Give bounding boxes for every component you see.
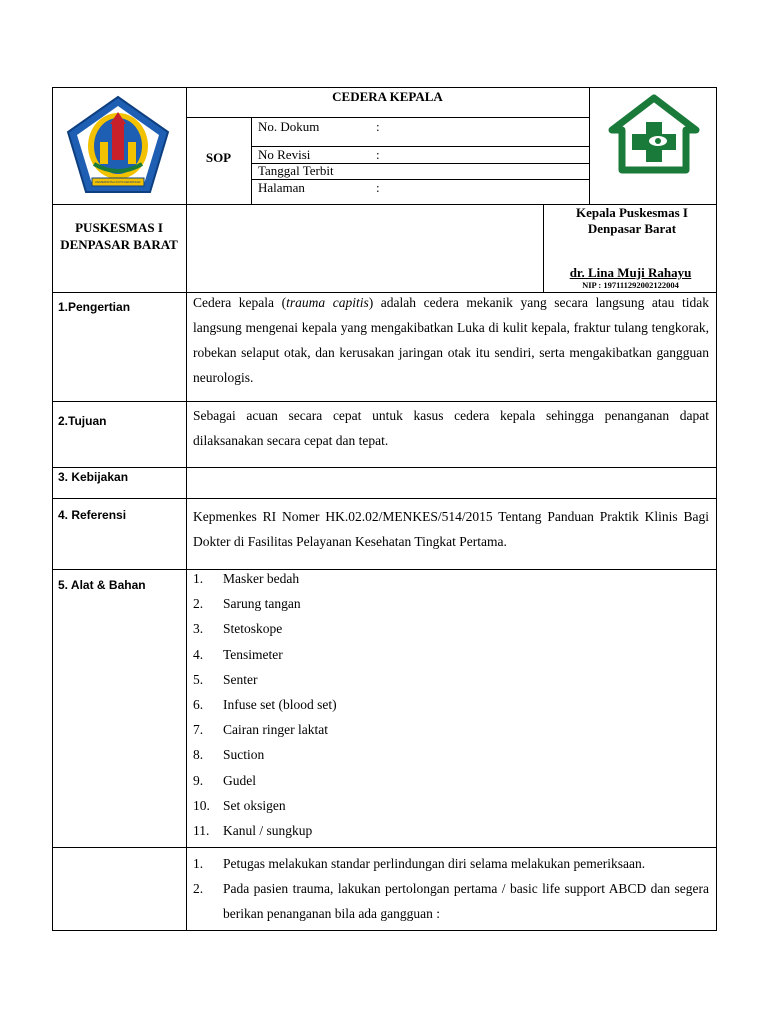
tujuan-text: Sebagai acuan secara cepat untuk kasus cedera kepala sehingga penanganan dapat dilaksanakan secara cepat dan tepat. [193, 408, 709, 448]
alat-bahan-list [193, 566, 709, 843]
list-item-number: 3. [193, 621, 204, 637]
list-item-number: 7. [193, 722, 204, 738]
field-sep: : [376, 147, 380, 162]
list-item [193, 642, 709, 667]
label-kebijakan: 3. Kebijakan [58, 470, 129, 484]
list-item [193, 591, 709, 616]
field-halaman [258, 180, 583, 196]
list-item-number: 2. [193, 596, 204, 612]
list-item-text: Infuse set (blood set) [223, 697, 337, 713]
row-line-5 [52, 847, 717, 848]
org-name: PUSKESMAS I DENPASAR BARAT [60, 220, 178, 252]
field-tanggal-terbit [258, 163, 583, 179]
row-line-1 [52, 401, 717, 402]
puskesmas-logo [608, 94, 700, 174]
table-border-bottom [52, 930, 717, 931]
label-tujuan: 2.Tujuan [58, 414, 107, 428]
label-pengertian: 1.Pengertian [58, 300, 131, 314]
pengertian-text [193, 290, 709, 390]
signer-nip: NIP : 197111292002122004 [582, 280, 679, 290]
field-label: Tanggal Terbit [258, 163, 334, 178]
label-alat-bahan: 5. Alat & Bahan [58, 578, 146, 592]
pengertian-text-end: ) adalah cedera mekanik yang secara langsung atau tidak langsung mengenai kepala yang mengakibatkan Luka di kulit kepala, fraktur tulang tengkorak, robekan selaput otak, dan kerusakan jaringan otak itu sendiri, serta mengakibatkan gangguan neurologis. [193, 295, 709, 385]
list-item [193, 851, 709, 876]
list-item-text: Pada pasien trauma, lakukan pertolongan pertama / basic life support ABCD dan segera berikan penanganan bila ada gangguan : [223, 881, 709, 922]
field-label: No. Dokum [258, 119, 320, 134]
list-item [193, 768, 709, 793]
list-item [193, 566, 709, 591]
list-item-text: Cairan ringer laktat [223, 722, 328, 738]
table-border-left [52, 87, 53, 931]
signer-name: dr. Lina Muji Rahayu [569, 265, 692, 280]
list-item [193, 692, 709, 717]
list-item-number: 4. [193, 646, 204, 662]
list-item-number: 9. [193, 772, 204, 788]
label-referensi: 4. Referensi [58, 508, 127, 522]
list-item [193, 818, 709, 843]
list-item-number: 8. [193, 747, 204, 763]
field-sep: : [376, 119, 380, 134]
list-item-text: Kanul / sungkup [223, 823, 313, 839]
list-item-number: 1. [193, 571, 204, 586]
list-item [193, 793, 709, 818]
list-item-number: 10. [193, 797, 210, 813]
list-item-text: Petugas melakukan standar perlindungan diri selama melakukan pemeriksaan. [223, 856, 646, 871]
row-line-3 [52, 498, 717, 499]
field-no-dokum [258, 119, 583, 135]
list-item-number: 11. [193, 823, 210, 839]
field-no-revisi [258, 147, 583, 163]
sop-label: SOP [205, 150, 232, 165]
row-line-2 [52, 467, 717, 468]
logo-right-divider [589, 87, 590, 204]
table-border-right [716, 87, 717, 931]
emblem-caption: PEMERINTAH KOTA DENPASAR [95, 180, 141, 184]
list-item-text: Gudel [223, 772, 256, 788]
field-label: No Revisi [258, 147, 311, 162]
list-item-number: 6. [193, 697, 204, 713]
list-item-text: Senter [223, 671, 258, 687]
list-item-text: Tensimeter [223, 646, 283, 662]
langkah-list [193, 851, 709, 927]
list-item [193, 742, 709, 767]
list-item-number: 1. [193, 856, 204, 871]
list-item-number: 2. [193, 881, 204, 897]
pengertian-term: trauma capitis [286, 295, 369, 310]
pengertian-text-start: Cedera kepala ( [193, 295, 287, 310]
document-title: CEDERA KEPALA [332, 89, 443, 104]
signer-title: Kepala Puskesmas I Denpasar Barat [576, 205, 688, 236]
referensi-text: Kepmenkes RI Nomer HK.02.02/MENKES/514/2015 Tentang Panduan Praktik Klinis Bagi Dokter di Fasilitas Pelayanan Kesehatan Tingkat Pertama. [193, 509, 709, 549]
sop-divider [251, 117, 252, 204]
list-item-text: Suction [223, 747, 265, 763]
title-bottom-line [186, 117, 589, 118]
col-divider [186, 87, 187, 931]
field-label: Halaman [258, 180, 305, 195]
list-item [193, 667, 709, 692]
list-item-text: Masker bedah [223, 571, 300, 586]
list-item-text: Stetoskope [223, 621, 283, 637]
signer-divider [543, 204, 544, 292]
list-item-text: Sarung tangan [223, 596, 301, 612]
list-item-text: Set oksigen [223, 797, 286, 813]
list-item [193, 717, 709, 742]
city-emblem-logo [64, 94, 172, 198]
list-item-number: 5. [193, 671, 204, 687]
field-sep: : [376, 180, 380, 195]
list-item [193, 876, 709, 926]
list-item [193, 616, 709, 641]
